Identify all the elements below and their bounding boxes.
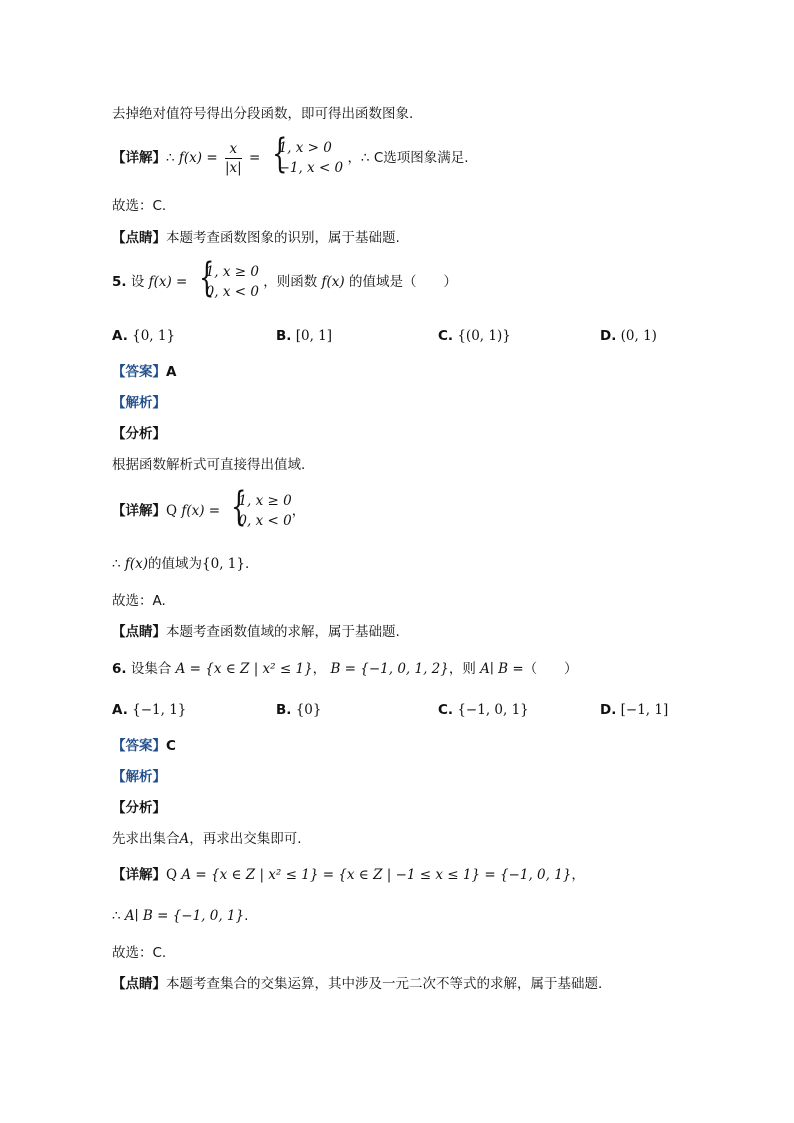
q6-detail-tag: 【详解】 xyxy=(112,867,166,883)
intro-text: 去掉绝对值符号得出分段函数，即可得出函数图象. xyxy=(112,106,414,122)
q5-analysis-tag: 【解析】 xyxy=(112,395,166,411)
q5-option-b-value: [0, 1] xyxy=(295,328,333,344)
q6-number: 6. xyxy=(112,661,127,677)
q5-review xyxy=(112,622,400,642)
q5-option-a-value: {0, 1} xyxy=(132,328,176,344)
q6-result-therefore: ∴ xyxy=(112,908,121,924)
q6-option-b xyxy=(276,700,322,720)
q5-range-text: 的值域为 xyxy=(148,556,203,572)
q6-q-symbol: Q xyxy=(166,867,178,883)
q6-fenxi-a: A xyxy=(179,831,190,847)
q6-fenxi xyxy=(112,829,302,849)
q4-case1: 1, x > 0 xyxy=(278,140,332,156)
q6-review-text: 本题考查集合的交集运算，其中涉及一元二次不等式的求解，属于基础题. xyxy=(166,976,603,992)
q5-option-b-label: B. xyxy=(276,328,292,344)
q4-therefore: ∴ xyxy=(166,150,175,166)
q4-frac-den: |x| xyxy=(224,159,242,176)
q5-brace: { xyxy=(198,255,215,301)
q6-fenxi-post: ，再求出交集即可. xyxy=(189,831,302,847)
q4-tail-therefore: ，∴ xyxy=(347,150,370,166)
q4-frac-num: x xyxy=(225,140,242,159)
q5-option-d xyxy=(600,326,657,346)
q6-review-tag: 【点睛】 xyxy=(112,976,166,992)
q5-case2: 0, x < 0 xyxy=(205,284,259,300)
q6-stem-end: =（ ） xyxy=(512,661,578,677)
q6-detail xyxy=(112,865,585,885)
q5-range-fx: f(x) xyxy=(124,556,149,572)
q5-detail-comma: ， xyxy=(291,503,306,519)
q4-review-text: 本题考查函数图象的识别，属于基础题. xyxy=(166,230,400,246)
q6-stem-mid: ，则 xyxy=(448,661,476,677)
q5-review-tag: 【点睛】 xyxy=(112,624,166,640)
q4-detail xyxy=(112,131,469,178)
q5-fx: f(x) = xyxy=(148,274,188,290)
q5-option-d-value: (0, 1) xyxy=(620,328,657,344)
q5-q-symbol: Q xyxy=(166,503,178,519)
q5-answer-value: A xyxy=(166,364,177,380)
q5-fenxi: 根据函数解析式可直接得出值域. xyxy=(112,457,306,473)
q5-detail xyxy=(112,484,306,531)
q6-stem xyxy=(112,659,578,679)
q4-review-tag: 【点睛】 xyxy=(112,230,166,246)
q5-stem-pre: 设 xyxy=(130,274,145,290)
q4-eq: = xyxy=(248,150,261,166)
q4-fx: f(x) = xyxy=(178,150,218,166)
q6-option-c-label: C. xyxy=(438,702,454,718)
q6-result-end: . xyxy=(244,908,249,924)
q6-analysis-tag: 【解析】 xyxy=(112,769,166,785)
q6-option-b-label: B. xyxy=(276,702,292,718)
q6-stem-pre: 设集合 xyxy=(130,661,172,677)
q5-detail-fx: f(x) = xyxy=(181,503,221,519)
q4-case2: −1, x < 0 xyxy=(278,160,344,176)
q6-answer-value: C xyxy=(166,738,176,754)
q6-detail-expr: A = {x ∈ Z | x² ≤ 1} = {x ∈ Z | −1 ≤ x ≤ 1} = {−1, 0, 1} xyxy=(181,867,572,883)
q4-tail: C选项图象满足. xyxy=(369,150,469,166)
q4-detail-tag: 【详解】 xyxy=(112,150,166,166)
q6-set-a: A = {x ∈ Z | x² ≤ 1} xyxy=(175,661,313,677)
q5-number: 5. xyxy=(112,274,127,290)
q5-review-text: 本题考查函数值域的求解，属于基础题. xyxy=(166,624,400,640)
q5-option-c-value: {(0, 1)} xyxy=(457,328,511,344)
q5-fx2: f(x) xyxy=(321,274,345,290)
q5-answer xyxy=(112,362,176,382)
q6-option-b-value: {0} xyxy=(295,702,322,718)
q6-expr: A∣ B xyxy=(480,661,509,677)
q6-choose: 故选：C. xyxy=(112,945,167,961)
q6-answer-tag: 【答案】 xyxy=(112,738,166,754)
q5-detail-case2: 0, x < 0 xyxy=(238,513,292,529)
q4-review xyxy=(112,228,400,248)
q5-fenxi-tag: 【分析】 xyxy=(112,426,166,442)
q5-range-end: . xyxy=(245,556,250,572)
q5-stem-end: 的值域是（ ） xyxy=(349,274,457,290)
q5-detail-piecewise xyxy=(226,484,292,531)
q5-detail-brace: { xyxy=(231,484,247,530)
q5-option-a xyxy=(112,326,175,346)
q6-fenxi-pre: 先求出集合 xyxy=(112,831,180,847)
q6-option-a-label: A. xyxy=(112,702,128,718)
q6-result-expr: A∣ B = {−1, 0, 1} xyxy=(124,908,245,924)
q5-range-therefore: ∴ xyxy=(112,556,121,572)
q5-choose: 故选：A. xyxy=(112,593,166,609)
q6-option-a-value: {−1, 1} xyxy=(132,702,187,718)
q5-answer-tag: 【答案】 xyxy=(112,364,166,380)
q6-option-c xyxy=(438,700,529,720)
q6-sep: ， xyxy=(312,661,327,677)
q6-option-a xyxy=(112,700,186,720)
q6-option-c-value: {−1, 0, 1} xyxy=(457,702,529,718)
q5-option-d-label: D. xyxy=(600,328,617,344)
q5-option-b xyxy=(276,326,332,346)
q5-stem xyxy=(112,255,457,302)
q4-choose: 故选：C. xyxy=(112,198,167,214)
q6-set-b: B = {−1, 0, 1, 2} xyxy=(330,661,449,677)
q4-fraction xyxy=(225,140,242,177)
q6-review xyxy=(112,974,602,994)
q6-detail-end: ， xyxy=(571,867,585,883)
q6-option-d-label: D. xyxy=(600,702,617,718)
q5-stem-post: ，则函数 xyxy=(263,274,318,290)
q5-range xyxy=(112,554,249,574)
q6-option-d xyxy=(600,700,668,720)
q5-range-value: {0, 1} xyxy=(202,556,245,572)
q5-option-c xyxy=(438,326,511,346)
q4-brace: { xyxy=(271,131,287,177)
q6-option-d-value: [−1, 1] xyxy=(620,702,669,718)
q5-case1: 1, x ≥ 0 xyxy=(205,264,259,280)
q5-detail-case1: 1, x ≥ 0 xyxy=(238,493,292,509)
q6-answer xyxy=(112,736,176,756)
q4-piecewise xyxy=(267,131,344,178)
q5-detail-tag: 【详解】 xyxy=(112,503,166,519)
q5-option-a-label: A. xyxy=(112,328,128,344)
q6-fenxi-tag: 【分析】 xyxy=(112,800,166,816)
q5-piecewise xyxy=(194,255,259,302)
q6-result xyxy=(112,906,248,926)
q5-option-c-label: C. xyxy=(438,328,454,344)
